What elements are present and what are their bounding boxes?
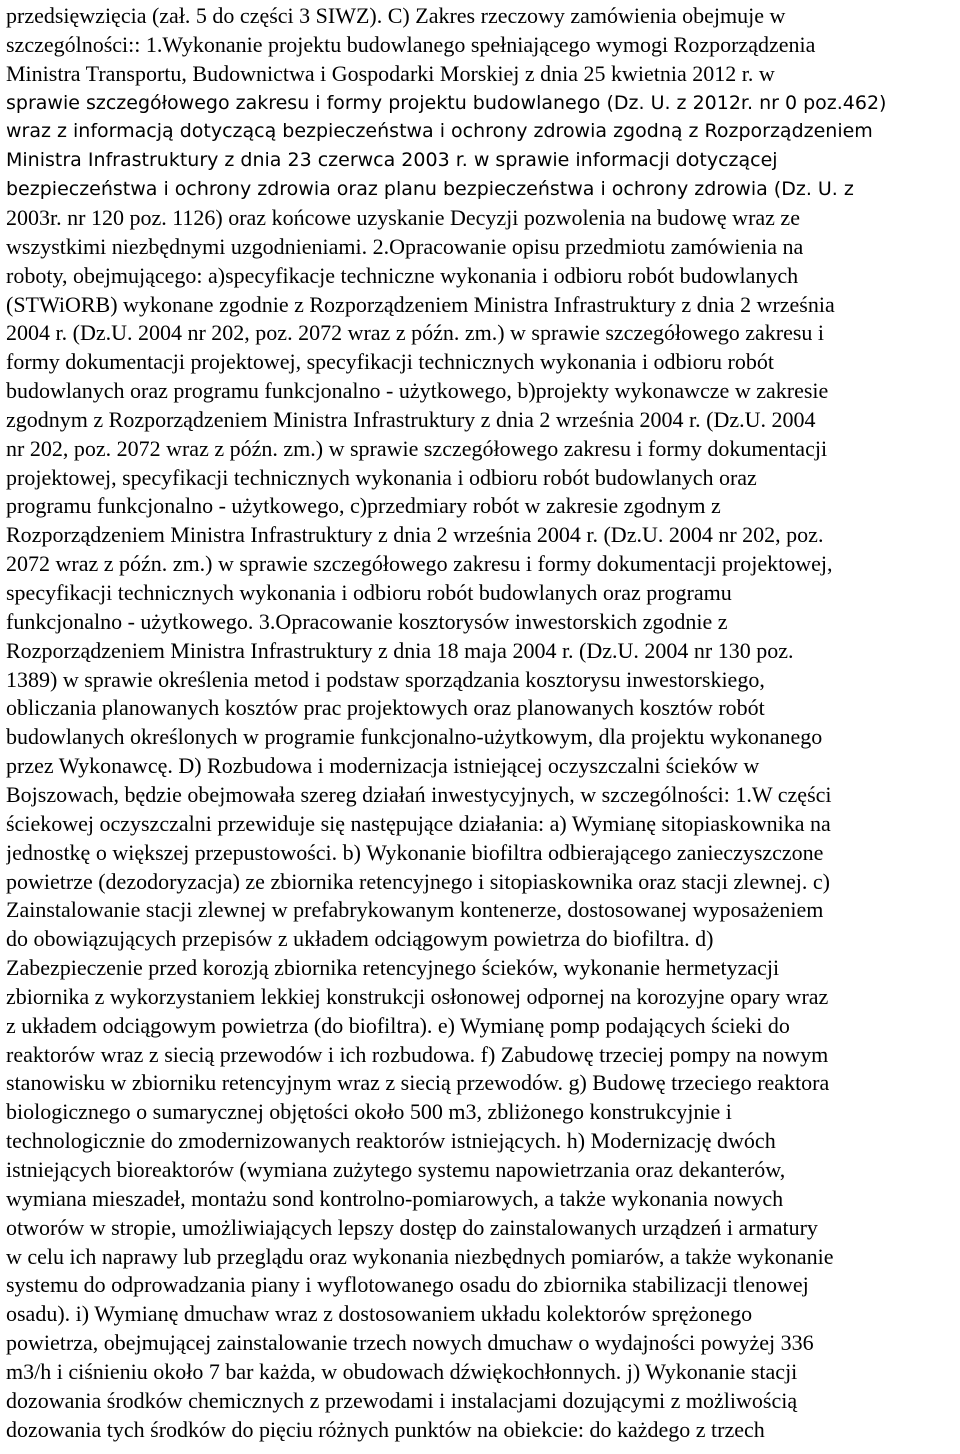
text-line: budowlanych oraz programu funkcjonalno - użytkowego, b)projekty wykonawcze w zakresie bbox=[6, 378, 829, 404]
text-line: otworów w stropie, umożliwiających lepszy dostęp do zainstalowanych urządzeń i armatury bbox=[6, 1214, 818, 1240]
text-line: wymiana mieszadeł, montażu sond kontrolno-pomiarowych, a także wykonania nowych bbox=[6, 1185, 784, 1211]
text-line: powietrze (dezodoryzacja) ze zbiornika retencyjnego i sitopiaskownika oraz stacji zlewnej. c) bbox=[6, 868, 831, 894]
text-line: dozowania tych środków do pięciu różnych punktów na obiekcie: do każdego z trzech bbox=[6, 1416, 765, 1442]
text-line: szczególności:: 1.Wykonanie projektu budowlanego spełniającego wymogi Rozporządzenia bbox=[6, 31, 816, 57]
text-line: formy dokumentacji projektowej, specyfikacji technicznych wykonania i odbioru robót bbox=[6, 349, 774, 375]
text-line: obliczania planowanych kosztów prac projektowych oraz planowanych kosztów robót bbox=[6, 695, 765, 721]
text-line: bezpieczeństwa i ochrony zdrowia oraz planu bezpieczeństwa i ochrony zdrowia (Dz. U. z bbox=[6, 178, 854, 201]
text-line: m3/h i ciśnieniu około 7 bar każda, w obudowach dźwiękochłonnych. j) Wykonanie stacji bbox=[6, 1358, 798, 1384]
text-line: programu funkcjonalno - użytkowego, c)przedmiary robót w zakresie zgodnym z bbox=[6, 493, 721, 519]
text-line: 2072 wraz z późn. zm.) w sprawie szczegółowego zakresu i formy dokumentacji projektowej, bbox=[6, 551, 833, 577]
text-line: 2004 r. (Dz.U. 2004 nr 202, poz. 2072 wraz z późn. zm.) w sprawie szczegółowego zakresu i bbox=[6, 320, 825, 346]
text-line: funkcjonalno - użytkowego. 3.Opracowanie kosztorysów inwestorskich zgodnie z bbox=[6, 608, 728, 634]
text-line: Ministra Transportu, Budownictwa i Gospodarki Morskiej z dnia 25 kwietnia 2012 r. w bbox=[6, 60, 775, 86]
text-line: zgodnym z Rozporządzeniem Ministra Infrastruktury z dnia 2 września 2004 r. (Dz.U. 2004 bbox=[6, 406, 816, 432]
text-line: dozowania środków chemicznych z przewodami i instalacjami dozującymi z możliwością bbox=[6, 1387, 798, 1413]
text-line: Rozporządzeniem Ministra Infrastruktury z dnia 18 maja 2004 r. (Dz.U. 2004 nr 130 poz. bbox=[6, 637, 794, 663]
text-line: przedsięwzięcia (zał. 5 do części 3 SIWZ). C) Zakres rzeczowy zamówienia obejmuje w bbox=[6, 3, 786, 28]
text-line: zbiornika z wykorzystaniem lekkiej konstrukcji osłonowej odpornej na korozyjne opary wraz bbox=[6, 983, 829, 1009]
text-line: przez Wykonawcę. D) Rozbudowa i modernizacja istniejącej oczyszczalni ścieków w bbox=[6, 753, 760, 779]
text-line: Ministra Infrastruktury z dnia 23 czerwca 2003 r. w sprawie informacji dotyczącej bbox=[6, 149, 778, 172]
text-line: wszystkimi niezbędnymi uzgodnieniami. 2.Opracowanie opisu przedmiotu zamówienia na bbox=[6, 233, 804, 259]
text-line: nr 202, poz. 2072 wraz z późn. zm.) w sprawie szczegółowego zakresu i formy dokumentacji bbox=[6, 435, 828, 461]
text-line: z układem odciągowym powietrza (do biofiltra). e) Wymianę pomp podających ścieki do bbox=[6, 1012, 790, 1038]
text-line: biologicznego o sumarycznej objętości około 500 m3, zbliżonego konstrukcyjnie i bbox=[6, 1099, 732, 1125]
text-line: budowlanych określonych w programie funkcjonalno-użytkowym, dla projektu wykonanego bbox=[6, 724, 823, 750]
text-line: Zainstalowanie stacji zlewnej w prefabrykowanym kontenerze, dostosowanej wyposażeniem bbox=[6, 897, 824, 923]
text-line: systemu do odprowadzania piany i wyflotowanego osadu do zbiornika stabilizacji tlenowej bbox=[6, 1272, 809, 1298]
text-line: do obowiązujących przepisów z układem odciągowym powietrza do biofiltra. d) bbox=[6, 926, 714, 952]
text-line: Zabezpieczenie przed korozją zbiornika retencyjnego ścieków, wykonanie hermetyzacji bbox=[6, 955, 780, 981]
text-line: sprawie szczegółowego zakresu i formy projektu budowlanego (Dz. U. z 2012r. nr 0 poz.462) bbox=[6, 91, 887, 114]
text-line: wraz z informacją dotyczącą bezpieczeństwa i ochrony zdrowia zgodną z Rozporządzeniem bbox=[6, 120, 873, 143]
text-line: 1389) w sprawie określenia metod i podstaw sporządzania kosztorysu inwestorskiego, bbox=[6, 666, 765, 692]
text-line: ściekowej oczyszczalni przewiduje się następujące działania: a) Wymianę sitopiaskownika na bbox=[6, 810, 831, 836]
text-line: 2003r. nr 120 poz. 1126) oraz końcowe uzyskanie Decyzji pozwolenia na budowę wraz ze bbox=[6, 204, 800, 230]
text-line: technologicznie do zmodernizowanych reaktorów istniejących. h) Modernizację dwóch bbox=[6, 1128, 776, 1154]
text-line: Bojszowach, będzie obejmowała szereg działań inwestycyjnych, w szczególności: 1.W części bbox=[6, 781, 832, 807]
text-line: roboty, obejmującego: a)specyfikacje techniczne wykonania i odbioru robót budowlanych bbox=[6, 262, 799, 288]
text-line: Rozporządzeniem Ministra Infrastruktury z dnia 2 września 2004 r. (Dz.U. 2004 nr 202, poz. bbox=[6, 522, 824, 548]
text-line: jednostkę o większej przepustowości. b) Wykonanie biofiltra odbierającego zanieczyszczone bbox=[6, 839, 824, 865]
text-line: (STWiORB) wykonane zgodnie z Rozporządzeniem Ministra Infrastruktury z dnia 2 września bbox=[6, 291, 835, 317]
text-line: projektowej, specyfikacji technicznych wykonania i odbioru robót budowlanych oraz bbox=[6, 464, 757, 490]
text-line: istniejących bioreaktorów (wymiana zużytego systemu napowietrzania oraz dekanterów, bbox=[6, 1157, 786, 1182]
text-line: w celu ich naprawy lub przeglądu oraz wykonania niezbędnych pomiarów, a także wykonanie bbox=[6, 1243, 834, 1269]
text-line: osadu). i) Wymianę dmuchaw wraz z dostosowaniem układu kolektorów sprężonego bbox=[6, 1301, 753, 1327]
text-line: specyfikacji technicznych wykonania i odbioru robót budowlanych oraz programu bbox=[6, 580, 732, 605]
text-line: reaktorów wraz z siecią przewodów i ich rozbudowa. f) Zabudowę trzeciej pompy na nowym bbox=[6, 1041, 829, 1067]
text-line: stanowisku w zbiorniku retencyjnym wraz z siecią przewodów. g) Budowę trzeciego reaktora bbox=[6, 1070, 830, 1096]
text-line: powietrza, obejmującej zainstalowanie trzech nowych dmuchaw o wydajności powyżej 336 bbox=[6, 1330, 814, 1356]
